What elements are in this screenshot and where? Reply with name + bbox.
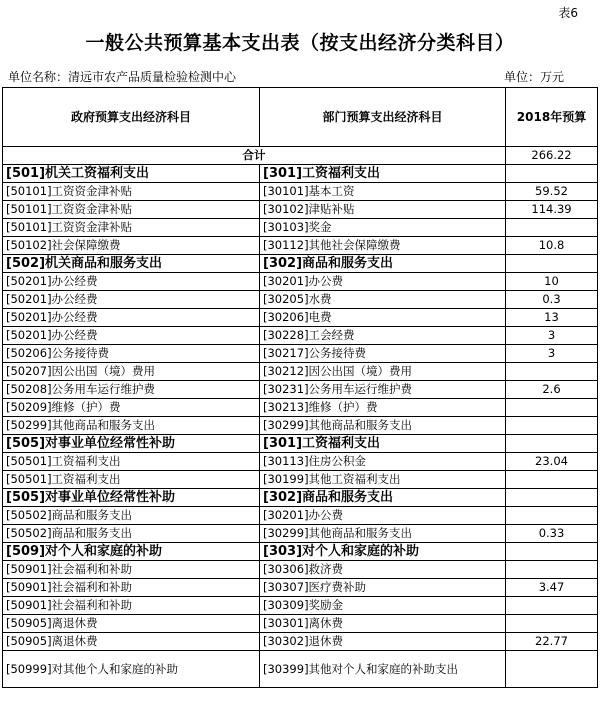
table-row xyxy=(3,381,598,399)
total-label: 合计 xyxy=(3,147,506,165)
table-row xyxy=(3,597,598,615)
amount-cell: 2.6 xyxy=(506,381,598,399)
dept-cell: [303]对个人和家庭的补助 xyxy=(260,543,506,561)
gov-cell: [50101]工资资金津补贴 xyxy=(3,183,260,201)
dept-cell: [30201]办公费 xyxy=(260,507,506,525)
table-row xyxy=(3,561,598,579)
dept-cell: [30299]其他商品和服务支出 xyxy=(260,417,506,435)
table-row xyxy=(3,309,598,327)
gov-cell: [50299]其他商品和服务支出 xyxy=(3,417,260,435)
gov-cell: [50201]办公经费 xyxy=(3,291,260,309)
total-row xyxy=(3,147,598,165)
dept-cell: [30307]医疗费补助 xyxy=(260,579,506,597)
total-amount: 266.22 xyxy=(506,147,598,165)
dept-cell: [30113]住房公积金 xyxy=(260,453,506,471)
dept-cell: [302]商品和服务支出 xyxy=(260,489,506,507)
table-row xyxy=(3,633,598,651)
amount-cell: 59.52 xyxy=(506,183,598,201)
table-row xyxy=(3,471,598,489)
gov-cell: [505]对事业单位经常性补助 xyxy=(3,489,260,507)
amount-cell: 13 xyxy=(506,309,598,327)
dept-cell: [30399]其他对个人和家庭的补助支出 xyxy=(260,651,506,688)
gov-cell: [50502]商品和服务支出 xyxy=(3,525,260,543)
amount-cell xyxy=(506,597,598,615)
dept-cell: [302]商品和服务支出 xyxy=(260,255,506,273)
amount-cell xyxy=(506,165,598,183)
dept-cell: [301]工资福利支出 xyxy=(260,435,506,453)
gov-cell: [50502]商品和服务支出 xyxy=(3,507,260,525)
gov-cell: [50201]办公经费 xyxy=(3,327,260,345)
amount-cell: 10 xyxy=(506,273,598,291)
amount-cell xyxy=(506,489,598,507)
section-row xyxy=(3,489,598,507)
amount-cell: 22.77 xyxy=(506,633,598,651)
dept-cell: [30201]办公费 xyxy=(260,273,506,291)
gov-cell: [50207]因公出国（境）费用 xyxy=(3,363,260,381)
header-gov: 政府预算支出经济科目 xyxy=(3,88,260,147)
dept-cell: [30306]救济费 xyxy=(260,561,506,579)
unit-name: 单位名称：清远市农产品质量检验检测中心 xyxy=(8,70,237,84)
budget-table xyxy=(2,87,598,688)
table-row xyxy=(3,417,598,435)
amount-cell: 10.8 xyxy=(506,237,598,255)
gov-cell: [501]机关工资福利支出 xyxy=(3,165,260,183)
table-row xyxy=(3,273,598,291)
dept-cell: [30301]离休费 xyxy=(260,615,506,633)
dept-cell: [30102]津贴补贴 xyxy=(260,201,506,219)
amount-cell: 0.33 xyxy=(506,525,598,543)
dept-cell: [30231]公务用车运行维护费 xyxy=(260,381,506,399)
unit-label: 单位：万元 xyxy=(503,70,564,84)
gov-cell: [50905]离退休费 xyxy=(3,615,260,633)
amount-cell xyxy=(506,615,598,633)
dept-cell: [30212]因公出国（境）费用 xyxy=(260,363,506,381)
gov-cell: [50201]办公经费 xyxy=(3,273,260,291)
section-row xyxy=(3,435,598,453)
table-row xyxy=(3,579,598,597)
table-row xyxy=(3,201,598,219)
table-row xyxy=(3,363,598,381)
dept-cell: [30228]工会经费 xyxy=(260,327,506,345)
gov-cell: [50208]公务用车运行维护费 xyxy=(3,381,260,399)
section-row xyxy=(3,165,598,183)
amount-cell: 3.47 xyxy=(506,579,598,597)
dept-cell: [301]工资福利支出 xyxy=(260,165,506,183)
gov-cell: [50501]工资福利支出 xyxy=(3,453,260,471)
gov-cell: [50101]工资资金津补贴 xyxy=(3,219,260,237)
gov-cell: [50901]社会福利和补助 xyxy=(3,579,260,597)
dept-cell: [30101]基本工资 xyxy=(260,183,506,201)
page-title: 一般公共预算基本支出表（按支出经济分类科目） xyxy=(85,32,515,54)
amount-cell xyxy=(506,399,598,417)
table-row xyxy=(3,453,598,471)
section-row xyxy=(3,543,598,561)
gov-cell: [50102]社会保障缴费 xyxy=(3,237,260,255)
dept-cell: [30299]其他商品和服务支出 xyxy=(260,525,506,543)
table-row xyxy=(3,183,598,201)
table-row xyxy=(3,219,598,237)
amount-cell xyxy=(506,417,598,435)
dept-cell: [30103]奖金 xyxy=(260,219,506,237)
table-row xyxy=(3,399,598,417)
amount-cell: 114.39 xyxy=(506,201,598,219)
amount-cell xyxy=(506,219,598,237)
table-row xyxy=(3,615,598,633)
table-row xyxy=(3,237,598,255)
dept-cell: [30199]其他工资福利支出 xyxy=(260,471,506,489)
dept-cell: [30302]退休费 xyxy=(260,633,506,651)
dept-cell: [30112]其他社会保障缴费 xyxy=(260,237,506,255)
table-row xyxy=(3,345,598,363)
dept-cell: [30213]维修（护）费 xyxy=(260,399,506,417)
gov-cell: [50209]维修（护）费 xyxy=(3,399,260,417)
amount-cell xyxy=(506,363,598,381)
gov-cell: [50201]办公经费 xyxy=(3,309,260,327)
table-row xyxy=(3,507,598,525)
amount-cell xyxy=(506,507,598,525)
amount-cell xyxy=(506,651,598,688)
gov-cell: [50901]社会福利和补助 xyxy=(3,561,260,579)
budget-table-body xyxy=(3,88,598,688)
table-row xyxy=(3,327,598,345)
dept-cell: [30206]电费 xyxy=(260,309,506,327)
amount-cell xyxy=(506,255,598,273)
table-row xyxy=(3,291,598,309)
amount-cell xyxy=(506,543,598,561)
table-row xyxy=(3,525,598,543)
section-row xyxy=(3,255,598,273)
header-row xyxy=(3,88,598,147)
amount-cell xyxy=(506,435,598,453)
amount-cell: 0.3 xyxy=(506,291,598,309)
amount-cell: 3 xyxy=(506,345,598,363)
table-number: 表6 xyxy=(558,6,578,20)
amount-cell: 23.04 xyxy=(506,453,598,471)
gov-cell: [50905]离退休费 xyxy=(3,633,260,651)
table-row xyxy=(3,651,598,688)
gov-cell: [50206]公务接待费 xyxy=(3,345,260,363)
dept-cell: [30205]水费 xyxy=(260,291,506,309)
meta-row xyxy=(8,68,564,85)
gov-cell: [505]对事业单位经常性补助 xyxy=(3,435,260,453)
gov-cell: [509]对个人和家庭的补助 xyxy=(3,543,260,561)
header-budget: 2018年预算 xyxy=(506,88,598,147)
dept-cell: [30309]奖励金 xyxy=(260,597,506,615)
gov-cell: [50901]社会福利和补助 xyxy=(3,597,260,615)
gov-cell: [50501]工资福利支出 xyxy=(3,471,260,489)
amount-cell: 3 xyxy=(506,327,598,345)
gov-cell: [50999]对其他个人和家庭的补助 xyxy=(3,651,260,688)
gov-cell: [502]机关商品和服务支出 xyxy=(3,255,260,273)
header-dept: 部门预算支出经济科目 xyxy=(260,88,506,147)
amount-cell xyxy=(506,561,598,579)
amount-cell xyxy=(506,471,598,489)
dept-cell: [30217]公务接待费 xyxy=(260,345,506,363)
gov-cell: [50101]工资资金津补贴 xyxy=(3,201,260,219)
